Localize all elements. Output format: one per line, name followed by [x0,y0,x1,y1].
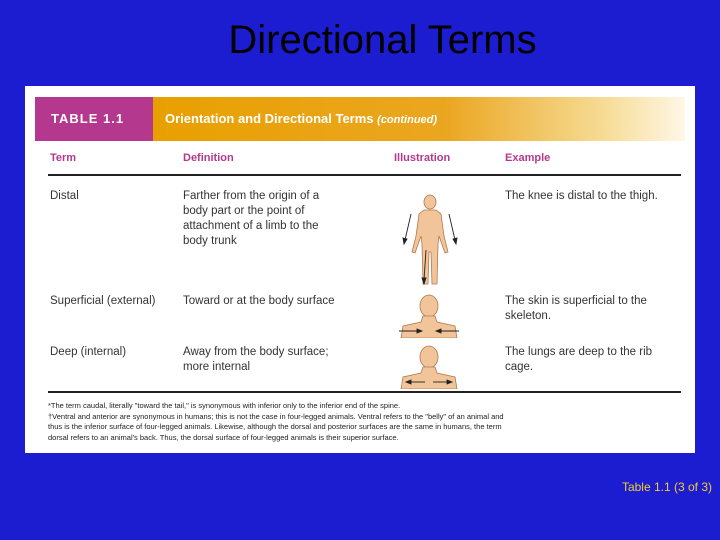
definition-line: attachment of a limb to the [183,220,319,232]
slide-caption: Table 1.1 (3 of 3) [621,480,712,494]
row-distal-example [505,189,658,204]
table-title-band [35,97,685,141]
table-heading: Orientation and Directional Terms [165,111,374,126]
head-shoulders-icon [397,292,461,338]
example-line: The lungs are deep to the rib [505,346,653,358]
example-line: The knee is distal to the thigh. [505,190,658,202]
definition-line: Toward or at the body surface [183,295,335,307]
row-distal-term: Distal [50,190,79,202]
table-heading-band [153,97,685,141]
definition-line: body part or the point of [183,205,305,217]
footer-rule [48,391,681,393]
example-line: skeleton. [505,310,552,322]
row-superficial-definition [183,294,335,309]
row-deep-definition [183,345,329,375]
table-card [25,86,695,453]
row-deep-term: Deep (internal) [50,346,127,358]
human-figure-icon [397,192,463,288]
head-shoulders-icon [397,343,461,389]
table-label: TABLE 1.1 [35,97,153,141]
table-footnotes [48,401,688,443]
example-line: cage. [505,361,534,373]
slide-title: Directional Terms [228,18,537,62]
row-distal-definition [183,189,319,249]
footnote-line: thus is the inferior surface of four-legged animals. Likewise, although the dorsal and posterior surfaces are the same in humans, the term [48,422,502,431]
definition-line: Away from the body surface; [183,346,329,358]
column-header-term: Term [50,152,77,164]
row-superficial-term: Superficial (external) [50,295,156,307]
footnote-line: dorsal refers to an animal's back. Thus, the dorsal surface of four-legged animals is their superior surface. [48,432,399,442]
footnote-line: *The term caudal, literally "toward the tail," is synonymous with inferior only to the inferior end of the spine. [48,401,401,410]
column-header-illustration: Illustration [394,152,451,164]
row-deep-example [505,345,652,375]
column-header-definition: Definition [183,152,234,164]
footnote-line: †Ventral and anterior are synonymous in humans; this is not the case in four-legged animals. Ventral refers to the "belly" of an animal and [48,411,504,421]
example-line: The skin is superficial to the [505,295,647,307]
row-superficial-example [505,294,647,324]
column-header-example: Example [505,152,551,164]
definition-line: Farther from the origin of a [183,190,320,202]
definition-line: more internal [183,361,251,373]
table-heading-wrap [165,97,437,142]
header-rule [48,174,681,176]
table-heading-note: (continued) [377,114,438,126]
definition-line: body trunk [183,235,237,247]
